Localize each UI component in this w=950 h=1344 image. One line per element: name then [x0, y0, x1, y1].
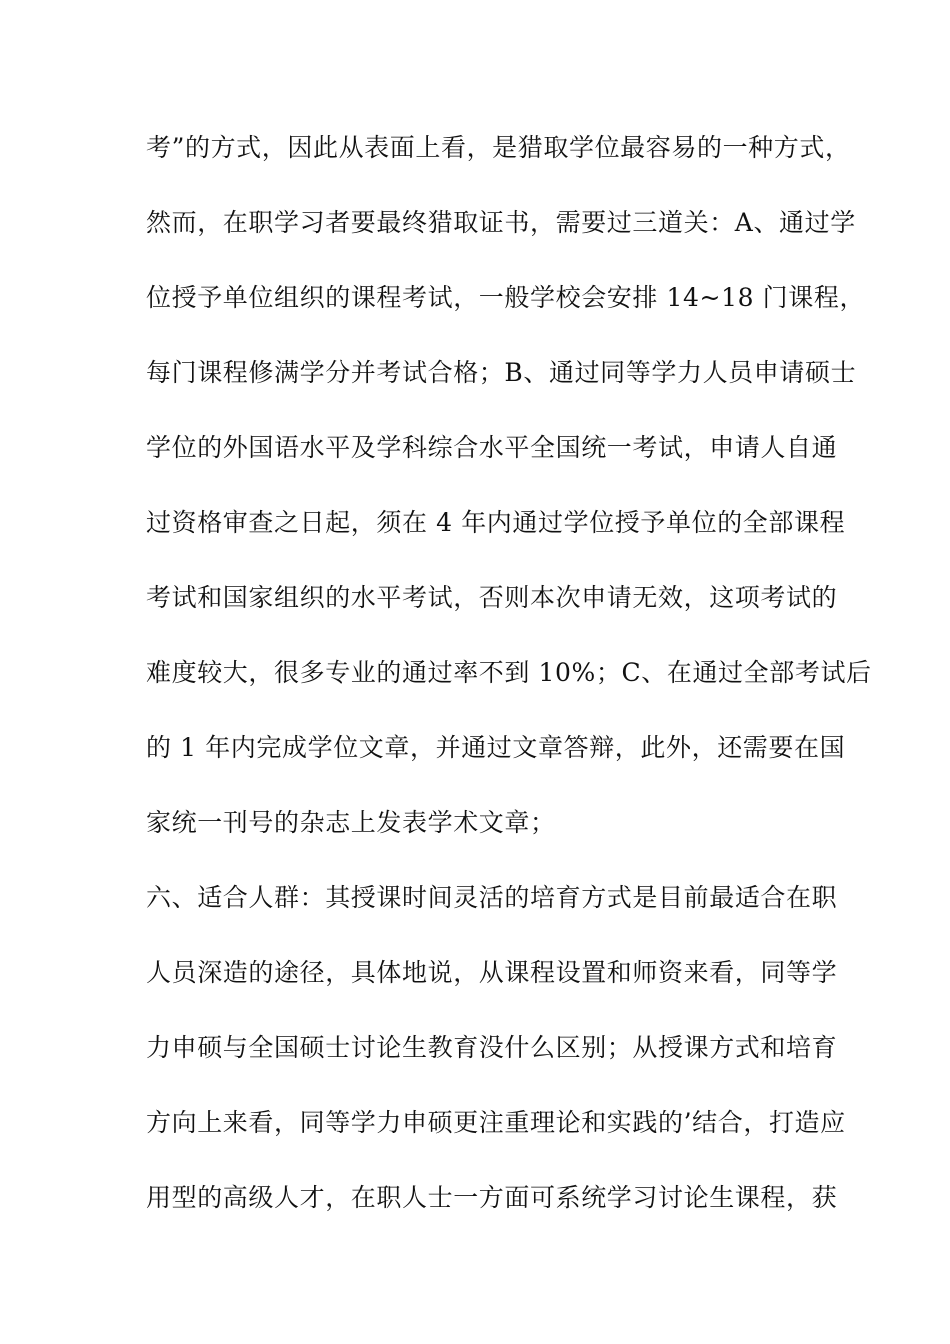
body-text — [146, 128, 872, 1253]
text-line: 学位的外国语水平及学科综合水平全国统一考试，申请人自通 — [146, 433, 838, 462]
text-line: 用型的高级人才，在职人士一方面可系统学习讨论生课程，获 — [146, 1183, 838, 1212]
text-line: 考”的方式，因此从表面上看，是猎取学位最容易的一种方式， — [146, 133, 851, 162]
text-line: 力申硕与全国硕士讨论生教育没什么区别；从授课方式和培育 — [146, 1033, 838, 1062]
text-line: 位授予单位组织的课程考试，一般学校会安排 14~18 门课程， — [146, 283, 866, 312]
text-line: 然而，在职学习者要最终猎取证书，需要过三道关：A、通过学 — [146, 208, 856, 237]
text-line: 家统一刊号的杂志上发表学术文章； — [146, 808, 556, 837]
section-heading-line: 六、适合人群：其授课时间灵活的培育方式是目前最适合在职 — [146, 883, 838, 912]
text-line: 每门课程修满学分并考试合格；B、通过同等学力人员申请硕士 — [146, 358, 857, 387]
text-line: 考试和国家组织的水平考试，否则本次申请无效，这项考试的 — [146, 583, 838, 612]
text-line: 人员深造的途径，具体地说，从课程设置和师资来看，同等学 — [146, 958, 838, 987]
text-line: 难度较大，很多专业的通过率不到 10%；C、在通过全部考试后 — [146, 658, 872, 687]
text-line: 过资格审查之日起，须在 4 年内通过学位授予单位的全部课程 — [146, 508, 846, 537]
text-line: 方向上来看，同等学力申硕更注重理论和实践的’结合，打造应 — [146, 1108, 846, 1137]
text-line: 的 1 年内完成学位文章，并通过文章答辩，此外，还需要在国 — [146, 733, 846, 762]
